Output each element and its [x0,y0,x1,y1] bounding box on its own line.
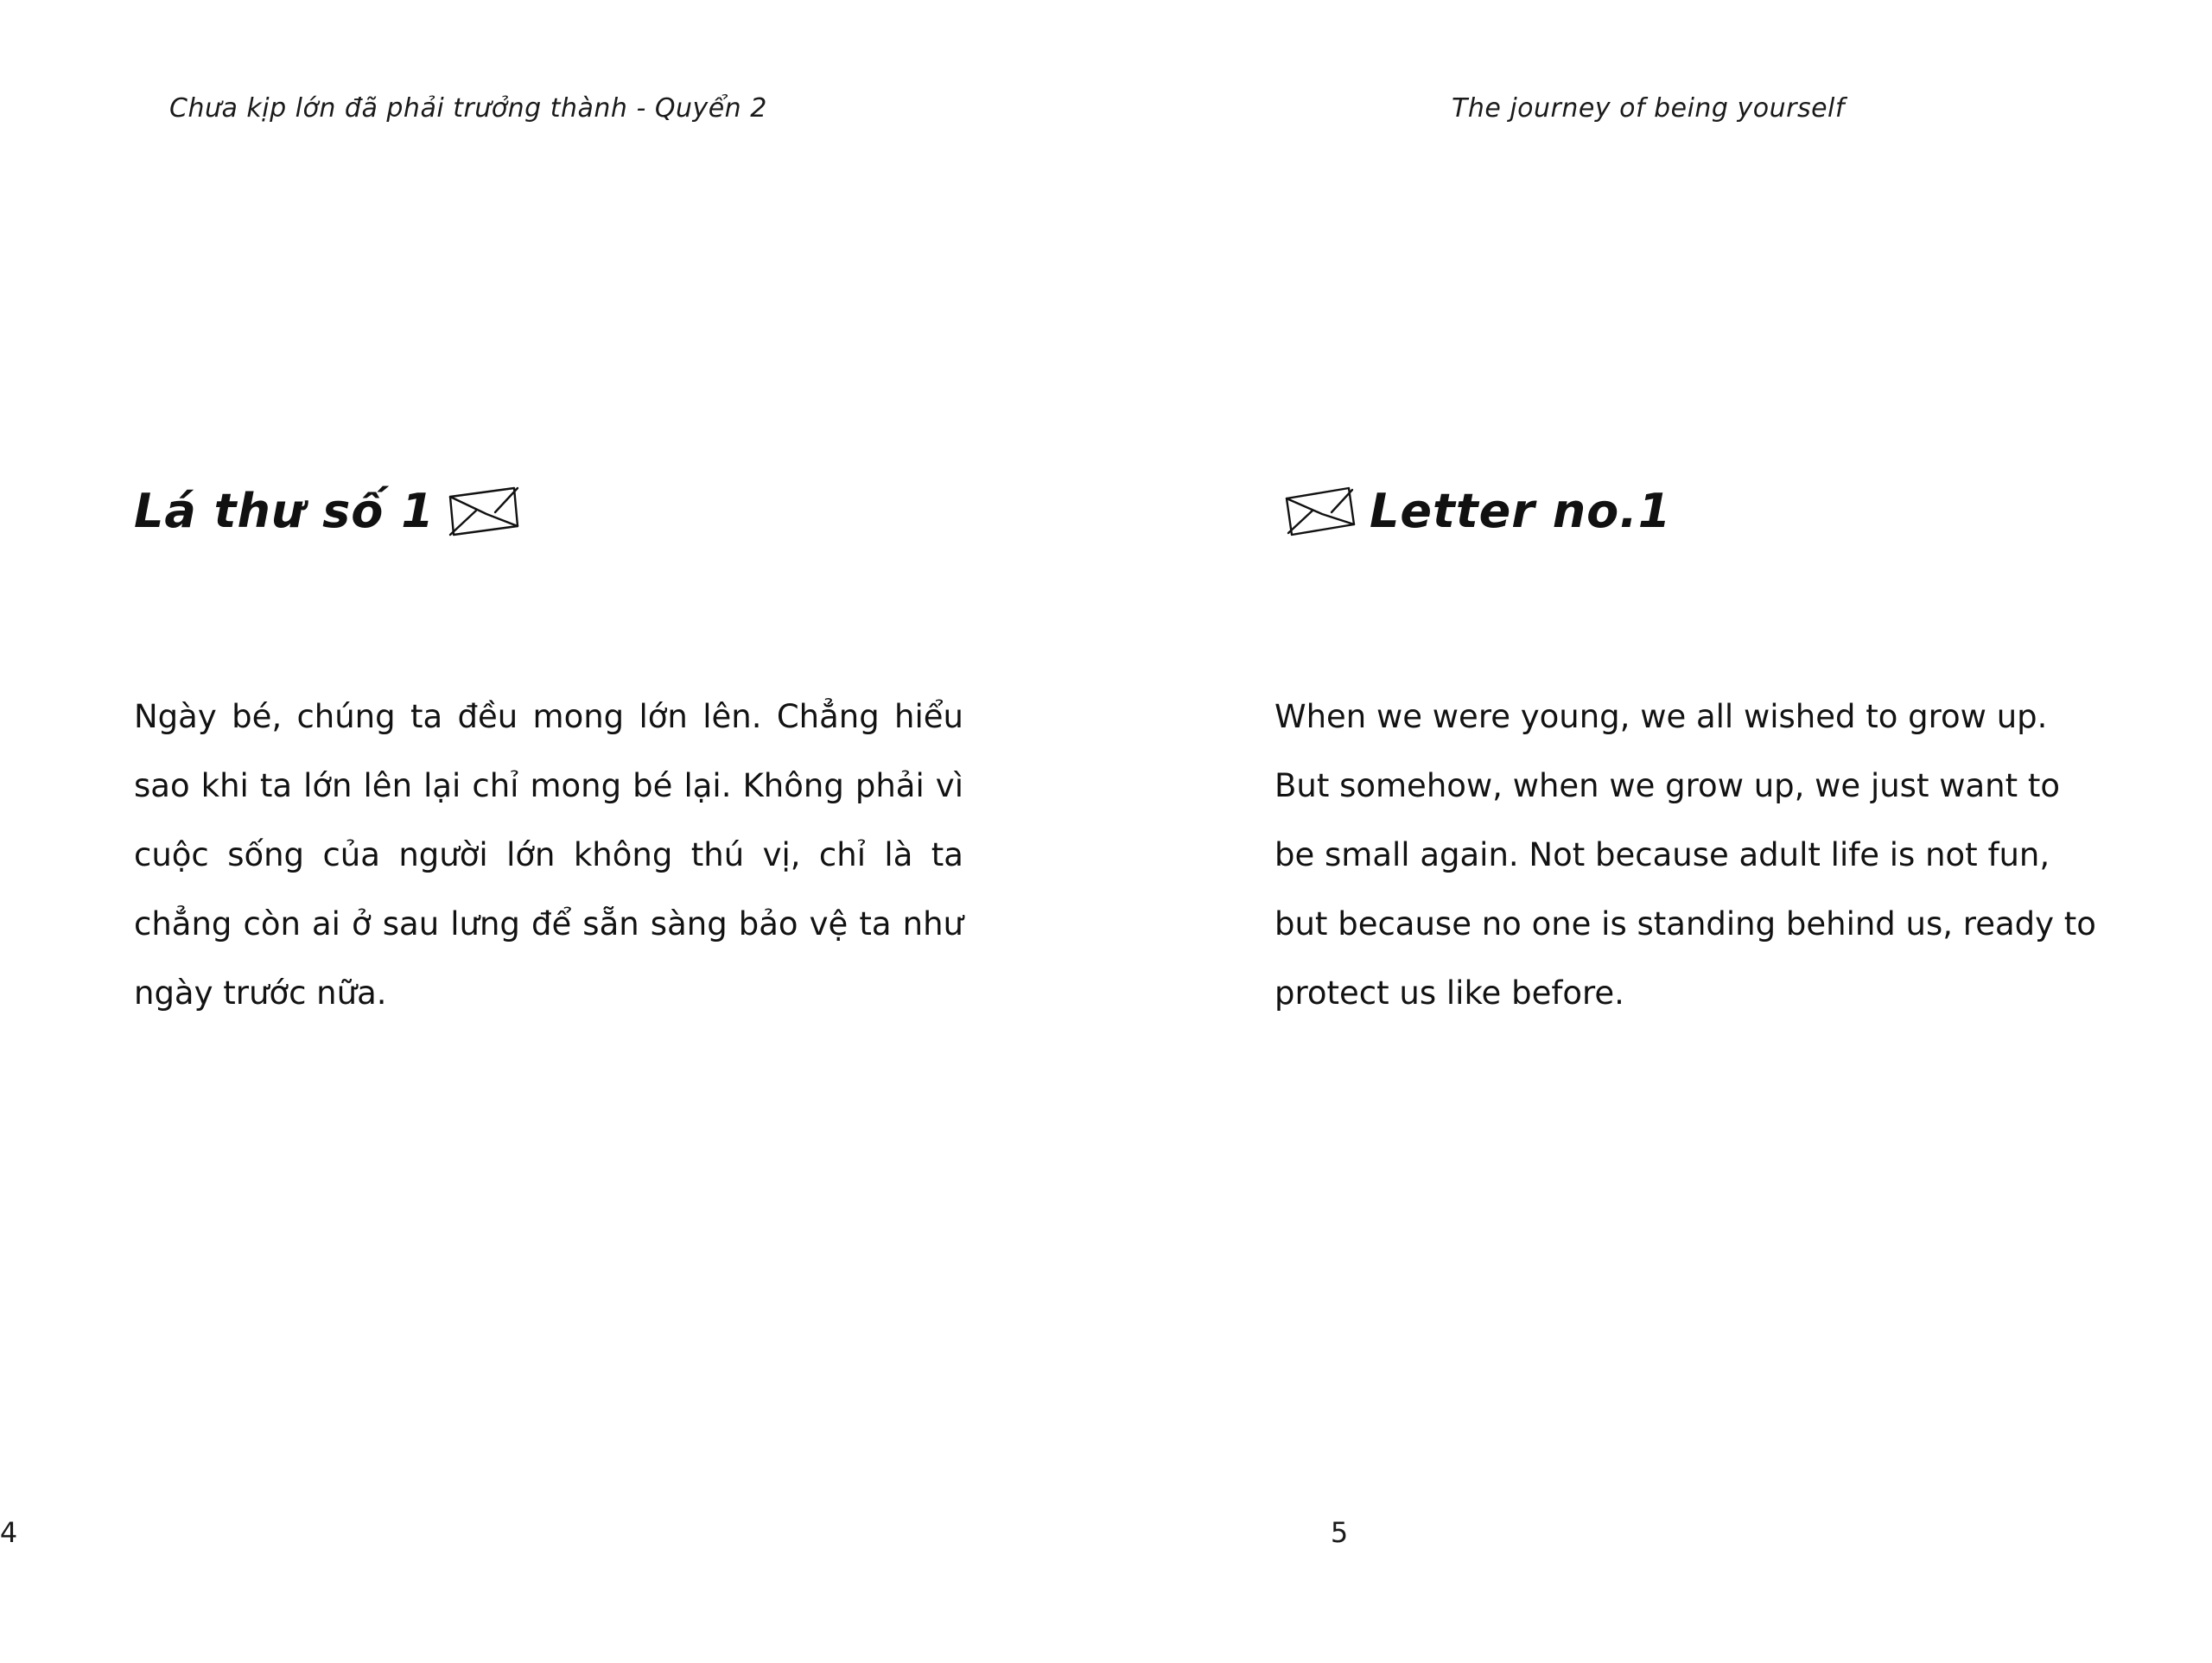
letter-title-left: Lá thư số 1 [134,484,435,538]
letter-heading-left [134,484,521,538]
right-page [1106,0,2212,1663]
letter-body-left: Ngày bé, chúng ta đều mong lớn lên. Chẳng hiểu sao khi ta lớn lên lại chỉ mong bé lại. Không phải vì cuộc sống của người lớn không thú vị, chỉ là ta chẳng còn ai ở sau lưng để sẵn sàng bảo vệ ta như ngày trước nữa. [134,698,963,1012]
page-number-right: 5 [1330,1516,1349,1549]
letter-title-right: Letter no.1 [1370,484,1672,538]
letter-body-right: When we were young, we all wished to grow up. But somehow, when we grow up, we just want to be small again. Not because adult life is not fun, but because no one is standing behind us, ready to protect us like before. [1274,698,2096,1012]
letter-heading-right [1283,484,1671,538]
running-head-left: Chưa kịp lớn đã phải trưởng thành - Quyển 2 [169,93,767,124]
page-number-left: 4 [0,1516,18,1549]
envelope-icon [1283,485,1357,538]
envelope-icon [447,485,521,538]
running-head-right: The journey of being yourself [1452,93,1845,124]
